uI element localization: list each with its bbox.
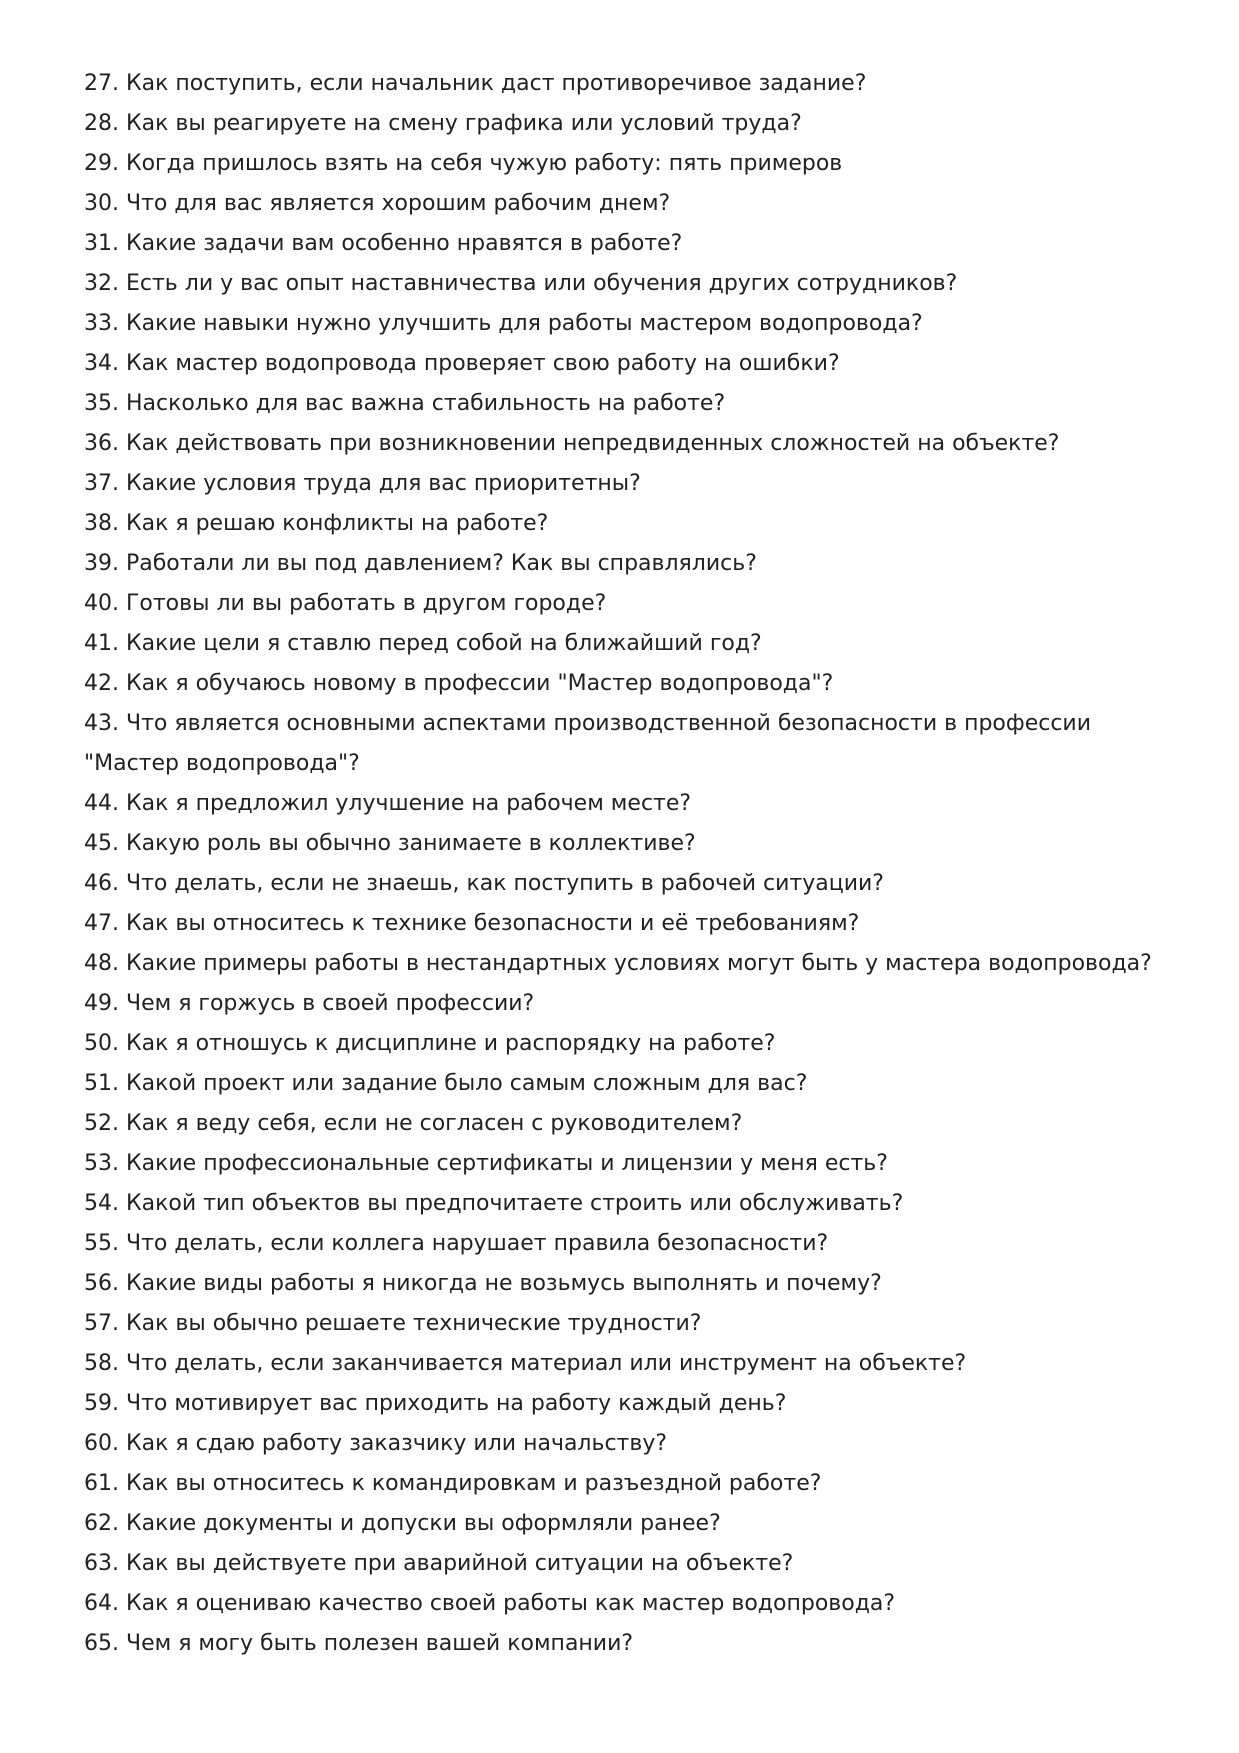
list-item: 60. Как я сдаю работу заказчику или начальству? <box>84 1431 668 1456</box>
list-item: 33. Какие навыки нужно улучшить для работы мастером водопровода? <box>84 311 923 336</box>
list-item: 47. Как вы относитесь к технике безопасности и её требованиям? <box>84 911 860 936</box>
list-item: 57. Как вы обычно решаете технические трудности? <box>84 1311 702 1336</box>
list-item: 29. Когда пришлось взять на себя чужую работу: пять примеров <box>84 151 843 176</box>
list-item: 56. Какие виды работы я никогда не возьмусь выполнять и почему? <box>84 1271 882 1296</box>
list-item: 44. Как я предложил улучшение на рабочем месте? <box>84 791 692 816</box>
list-item: 45. Какую роль вы обычно занимаете в коллективе? <box>84 831 696 856</box>
list-item: 40. Готовы ли вы работать в другом городе? <box>84 591 607 616</box>
list-item: 50. Как я отношусь к дисциплине и распорядку на работе? <box>84 1031 776 1056</box>
list-item: 55. Что делать, если коллега нарушает правила безопасности? <box>84 1231 829 1256</box>
list-item: 38. Как я решаю конфликты на работе? <box>84 511 549 536</box>
list-item: 42. Как я обучаюсь новому в профессии "Мастер водопровода"? <box>84 671 834 696</box>
list-item: 48. Какие примеры работы в нестандартных условиях могут быть у мастера водопровода? <box>84 951 1152 976</box>
list-item: 64. Как я оцениваю качество своей работы как мастер водопровода? <box>84 1591 896 1616</box>
list-item: 39. Работали ли вы под давлением? Как вы справлялись? <box>84 551 757 576</box>
list-item: 31. Какие задачи вам особенно нравятся в работе? <box>84 231 683 256</box>
list-item: 58. Что делать, если заканчивается материал или инструмент на объекте? <box>84 1351 967 1376</box>
list-item: 30. Что для вас является хорошим рабочим днем? <box>84 191 671 216</box>
list-item: 62. Какие документы и допуски вы оформляли ранее? <box>84 1511 721 1536</box>
list-item: 27. Как поступить, если начальник даст противоречивое задание? <box>84 71 867 96</box>
list-item: 46. Что делать, если не знаешь, как поступить в рабочей ситуации? <box>84 871 884 896</box>
list-item: 41. Какие цели я ставлю перед собой на ближайший год? <box>84 631 762 656</box>
list-item: 63. Как вы действуете при аварийной ситуации на объекте? <box>84 1551 794 1576</box>
list-item: 43. Что является основными аспектами производственной безопасности в профессии "Мастер водопровода"? <box>84 711 1092 776</box>
list-item: 65. Чем я могу быть полезен вашей компании? <box>84 1631 634 1656</box>
list-item: 37. Какие условия труда для вас приоритетны? <box>84 471 641 496</box>
question-list <box>84 64 1164 1664</box>
list-item: 59. Что мотивирует вас приходить на работу каждый день? <box>84 1391 787 1416</box>
list-item: 61. Как вы относитесь к командировкам и разъездной работе? <box>84 1471 822 1496</box>
list-item: 32. Есть ли у вас опыт наставничества или обучения других сотрудников? <box>84 271 958 296</box>
list-item: 28. Как вы реагируете на смену графика или условий труда? <box>84 111 802 136</box>
list-item: 52. Как я веду себя, если не согласен с руководителем? <box>84 1111 743 1136</box>
list-item: 53. Какие профессиональные сертификаты и лицензии у меня есть? <box>84 1151 888 1176</box>
list-item: 49. Чем я горжусь в своей профессии? <box>84 991 535 1016</box>
list-item: 35. Насколько для вас важна стабильность на работе? <box>84 391 726 416</box>
list-item: 51. Какой проект или задание было самым сложным для вас? <box>84 1071 808 1096</box>
list-item: 36. Как действовать при возникновении непредвиденных сложностей на объекте? <box>84 431 1060 456</box>
list-item: 54. Какой тип объектов вы предпочитаете строить или обслуживать? <box>84 1191 904 1216</box>
list-item: 34. Как мастер водопровода проверяет свою работу на ошибки? <box>84 351 840 376</box>
